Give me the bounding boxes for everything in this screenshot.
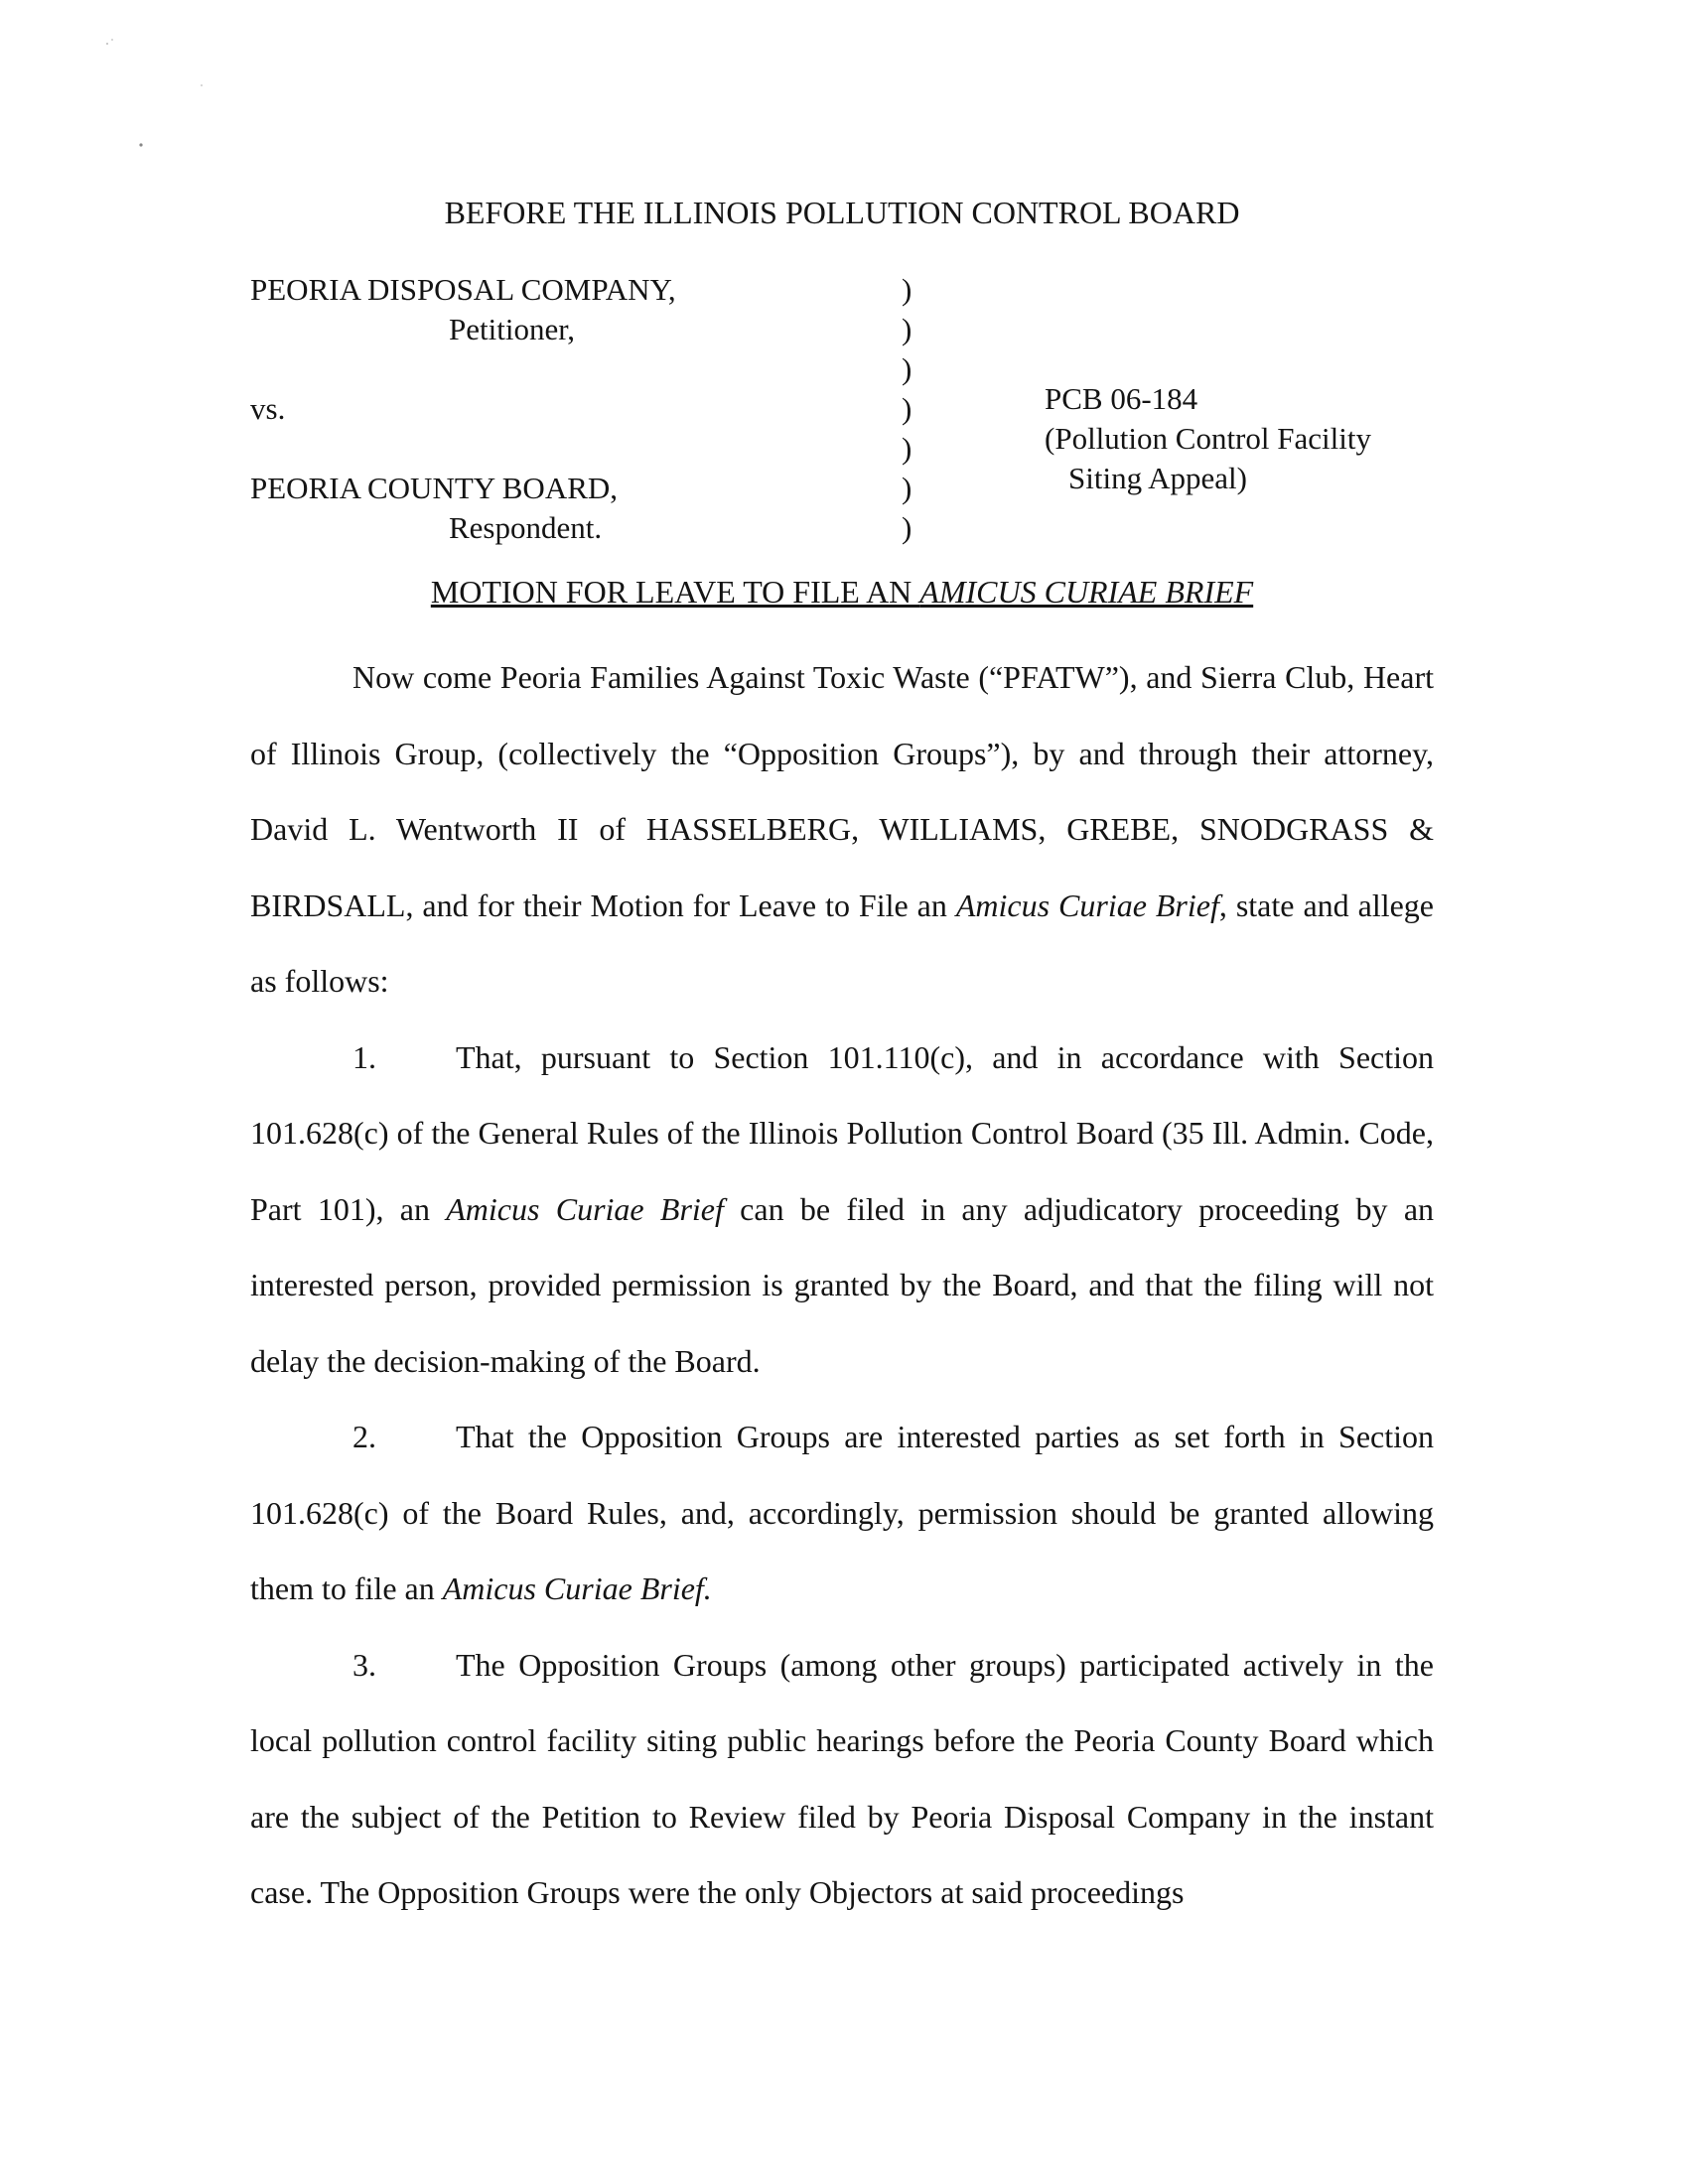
intro-text1: Now come Peoria Families Against Toxic Waste (“PFATW”), and Sierra Club, Heart of Illinois Group, (collectively the “Opposition Groups”), by and through their attorney, David L. Wentworth II of HASSELBERG, WILLIAMS, GREBE, SNODGRASS & BIRDSALL, and for their Motion for Leave to File an xyxy=(250,659,1434,923)
caption-paren: ) xyxy=(902,471,912,505)
intro-text2: , state and allege as follows: xyxy=(250,887,1435,999)
petitioner-name: PEORIA DISPOSAL COMPANY, xyxy=(250,272,676,307)
caption-paren: ) xyxy=(902,391,912,426)
caption-spacer xyxy=(250,349,676,389)
case-info xyxy=(1045,379,1371,498)
numbered-paragraph-2 xyxy=(250,1399,1434,1627)
caption-paren: ) xyxy=(902,510,912,545)
caption-paren: ) xyxy=(902,351,912,386)
paragraph-number: 2. xyxy=(352,1419,376,1454)
versus-label: vs. xyxy=(250,391,286,426)
motion-title-plain: MOTION FOR LEAVE TO FILE AN xyxy=(430,574,920,610)
scan-specks xyxy=(0,0,258,169)
paragraph-italic: Amicus Curiae Brief. xyxy=(442,1570,712,1606)
caption-paren: ) xyxy=(902,272,912,307)
respondent-name: PEORIA COUNTY BOARD, xyxy=(250,471,619,505)
paragraph-text: That, pursuant to Section 101.110(c), and in accordance with Section 101.628(c) of the General Rules of the Illinois Pollution Control Board (35 Ill. Admin. Code, Part 101), an xyxy=(250,1038,1434,1227)
paragraph-italic: Amicus Curiae Brief xyxy=(446,1190,724,1227)
numbered-paragraph-3 xyxy=(250,1627,1434,1931)
court-heading: BEFORE THE ILLINOIS POLLUTION CONTROL BOARD xyxy=(444,195,1240,230)
paragraph-text: The Opposition Groups (among other groups) participated actively in the local pollution control facility siting public hearings before the Peoria County Board which are the subject of the Petition to Review filed by Peoria Disposal Company in the instant case. The Opposition Groups were the only Objectors at said proceedings xyxy=(250,1646,1434,1910)
caption-spacer xyxy=(250,429,676,469)
caption-parentheses xyxy=(902,270,912,548)
motion-body xyxy=(250,639,1434,1931)
motion-title xyxy=(0,572,1684,612)
paragraph-number: 3. xyxy=(352,1646,376,1683)
intro-italic: Amicus Curiae Brief xyxy=(955,887,1219,923)
caption-parties xyxy=(250,270,676,548)
case-number: PCB 06-184 xyxy=(1045,381,1198,416)
intro-paragraph xyxy=(250,639,1434,1020)
respondent-role: Respondent. xyxy=(449,510,603,545)
case-type-line1: (Pollution Control Facility xyxy=(1045,421,1371,456)
case-type-line2: Siting Appeal) xyxy=(1068,461,1247,495)
motion-title-italic: AMICUS CURIAE BRIEF xyxy=(919,574,1254,610)
caption-paren: ) xyxy=(902,431,912,466)
paragraph-text: can be filed in any adjudicatory proceeding by an interested person, provided permission is granted by the Board, and that the filing will not delay the decision-making of the Board. xyxy=(250,1190,1435,1379)
petitioner-role: Petitioner, xyxy=(449,312,576,346)
paragraph-text: That the Opposition Groups are interested parties as set forth in Section 101.628(c) of the Board Rules, and, accordingly, permission should be granted allowing them to file an xyxy=(250,1419,1434,1606)
numbered-paragraph-1 xyxy=(250,1020,1434,1400)
paragraph-number: 1. xyxy=(352,1038,376,1075)
caption-paren: ) xyxy=(902,312,912,346)
